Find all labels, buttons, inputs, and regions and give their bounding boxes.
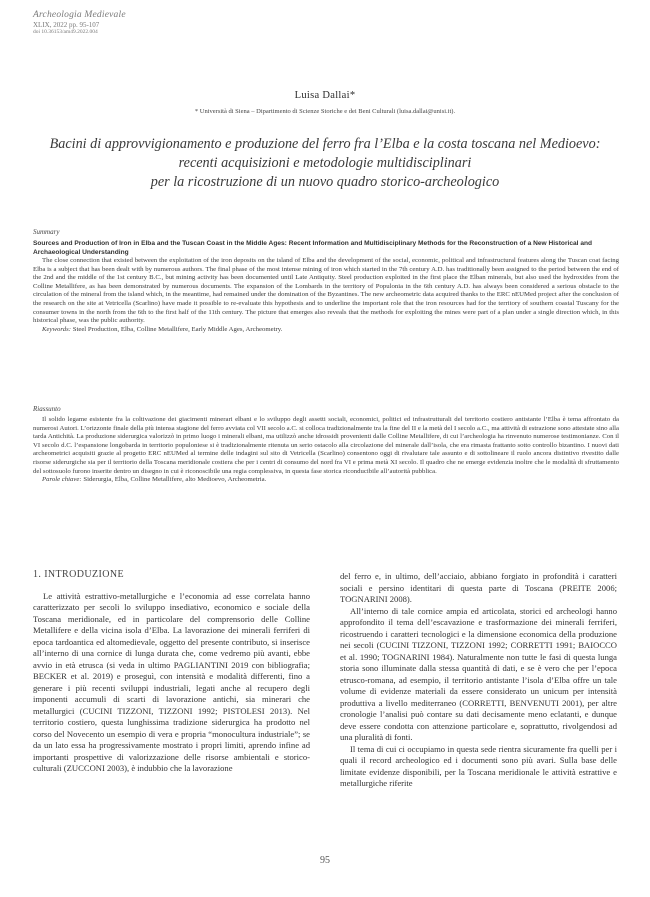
english-title: Sources and Production of Iron in Elba and the Tuscan Coast in the Middle Ages: Recent Information and Multidisciplinary Methods for the Reconstruction of a New Historical and Archaeological Understanding — [33, 240, 593, 256]
riassunto-text: Il solido legame esistente fra la coltivazione dei giacimenti minerari elbani e lo sviluppo degli assetti sociali, economici, politici ed infrastrutturali del territorio costiero antistante l’Elba è tema affrontato da numerosi Autori. L’orizzonte finale della più intensa stagione del ferro avviata col VII secolo a.C. si colloca tradizionalmente tra la fine del II e la metà del I secolo a.C., ma attività di estrazione sono attestate sino alla tarda Antichità. La produzione siderurgica valorizzò in primo luogo i minerali elbani, ma utilizzò anche idrossidi provenienti dalle Colline Metallifere, di cui l’archeologia ha rinvenuto numerose testimonianze. Con il VI secolo d.C. l’espansione longobarda in territorio populoniese si è tradizionalmente ritenuta un serio ostacolo alla circolazione del minerale dall’isola, che era rimasta frattanto sotto controllo bizantino. I nuovi dati archeometrici acquisiti grazie al progetto ERC nEUMed al termine delle indagini sul sito di Vetricella (Scarlino) consentono oggi di rivalutare tale assunto e di sottolineare il ruolo ancora distintivo rivestito dalle risorse siderurgiche sia per il territorio della Toscana meridionale costiera che per i centri di consumo del nord fra VI e prima metà XI secolo. Il quadro che ne emerge evidenzia inoltre che le modalità di sfruttamento del sottosuolo furono inserite dentro un disegno in cui è riconoscibile una regia complessiva, in questa fase storica riconducibile all’autorità pubblica. — [33, 416, 619, 475]
section-heading: 1. INTRODUZIONE — [33, 569, 124, 580]
journal-issue: XLIX, 2022 pp. 95-107 — [33, 20, 100, 29]
riassunto-label: Riassunto — [33, 405, 61, 413]
parole-chiave-line — [33, 476, 619, 485]
body-paragraph: All’interno di tale cornice ampia ed articolata, storici ed archeologi hanno approfondito il tema dell’escavazione e trasformazione dei minerali ferriferi, ricostruendo i caratteri tecnologici e la dimensione economica della produzione nei secoli (CUCINI TIZZONI, TIZZONI 1992; CORRETTI 1991; BAIOCCO et al. 1990; TOGNARINI 1984). Naturalmente non tutte le fasi di questa lunga storia sono illuminate dalla stessa quantità di dati, e se è vero che per l’epoca etrusco-romana, ad esempio, il territorio antistante l’isola d’Elba offre un tale volume di evidenze materiali da essere considerato un unicum per intensità produttiva a livello mediterraneo (CORRETTI, BENVENUTI 2001), per altre cronologie l’analisi può contare su dati decisamente meno eclatanti, e dunque deve essere condotta con attenzione particolare e, soprattutto, rivolgendosi ad una pluralità di fonti. — [340, 605, 617, 742]
page-number: 95 — [320, 855, 330, 866]
summary-label: Summary — [33, 228, 60, 236]
title-line: Bacini di approvvigionamento e produzione del ferro fra l’Elba e la costa toscana nel Medioevo: — [49, 136, 601, 152]
keywords-values: Steel Production, Elba, Colline Metallifere, Early Middle Ages, Archeometry. — [72, 325, 283, 333]
keywords-label: Keywords: — [42, 325, 71, 333]
title-line: recenti acquisizioni e metodologie multidisciplinari — [178, 155, 472, 171]
parole-chiave-values: Siderurgia, Elba, Colline Metallifere, alto Medioevo, Archeometria. — [83, 476, 267, 484]
parole-chiave-label: Parole chiave: — [42, 476, 82, 484]
journal-header — [33, 10, 126, 35]
author-name: Luisa Dallai* — [294, 90, 356, 101]
article-title — [40, 135, 610, 192]
english-summary — [33, 228, 619, 334]
summary-text: The close connection that existed between the exploitation of the iron deposits on the island of Elba and the development of the social, economic, political and infrastructural features along the Tuscan coat facing Elba is a subject that has been dealt with by numerous authors. The final phase of the most intense mining of iron which started in the 7th century A.D. has traditionally been assigned to the period between the end of the 2nd and the middle of the 1st century B.C., but mining activity has been documented until Late Antiquity. Steel production exploited in the first place the Elban minerals, but also used the hydroxides from the Colline Metallifere, as has been demonstrated by numerous documents. The expansion of the Lombards in the territory of Populonia in the 6th century A.D. has always been considered a serious obstacle to the circulation of the mineral from the island which, in the meantime, had remained under the domination of the Byzantines. The new archeometric data acquired thanks to the ERC nEUMed project after the conclusion of the research on the site at Vetricella (Scarlino) have made it possible to re-evaluate this hypothesis and to underline the important role that the iron resources had for the territory of southern coastal Tuscany for the consumer towns in the north from the 6th to the first half of the 11th century. The picture that emerges also reveals that the methods for exploiting the mines were part of a plan under a single direction which, in this historical phase, was the public authority. — [33, 257, 619, 325]
italian-summary — [33, 405, 619, 485]
body-column-right — [340, 571, 617, 790]
body-paragraph: Le attività estrattivo-metallurgiche e l’economia ad esse correlata hanno caratterizzato per secoli lo sviluppo insediativo, economico e sociale della Toscana meridionale, ed in particolare del comprensorio delle Colline Metallifere e della vicina isola d’Elba. La lavorazione dei minerali ferriferi di epoca tardoantica ed altomedievale, oggetto del presente contributo, si inserisce all’interno di una cornice di lunga durata che, come vedremo più avanti, ebbe avvio in età etrusca (si veda in ultimo PAGLIANTINI 2019 con bibliografia; BECKER et al. 2019) e proseguì, con intensità e modalità differenti, fino a generare i più recenti sviluppi industriali, legati anche al recupero degli imponenti accumuli di scarti di lavorazione antichi, sia minerari che metallurgici (CUCINI TIZZONI, TIZZONI 1992; PISTOLESI 2013). Nel territorio costiero, questa lunghissima tradizione siderurgica ha prodotto nel corso del Novecento un esempio di vera e propria “monocultura industriale”; se da un lato essa ha progressivamente mostrato i propri limiti, aprendo infine ad importanti prospettive di valorizzazione delle risorse ambientali e storico-culturali (ZUCCONI 2003), è indubbio che la lavorazione — [33, 590, 310, 773]
journal-name: Archeologia Medievale — [33, 10, 126, 20]
body-paragraph: Il tema di cui ci occupiamo in questa sede rientra sicuramente fra quelli per i quali il record archeologico ed i documenti sono più avari. Sulla base delle limitate evidenze disponibili, per la Toscana meridionale le attività estrattive e metallurgiche riferite — [340, 743, 617, 788]
author-affiliation: * Università di Siena – Dipartimento di Scienze Storiche e dei Beni Culturali (luisa.dallai@unisi.it). — [194, 108, 456, 115]
body-column-left — [33, 569, 310, 775]
title-line: per la ricostruzione di un nuovo quadro storico-archeologico — [150, 174, 500, 190]
doi-link[interactable]: doi 10.36153/am49.2022.004 — [33, 28, 98, 35]
body-paragraph: del ferro e, in ultimo, dell’acciaio, abbiano forgiato in profondità i caratteri sociali e persino identitari di questa parte di Toscana (PREITE 2006; TOGNARINI 2008). — [340, 571, 617, 604]
keywords-line — [33, 326, 619, 335]
